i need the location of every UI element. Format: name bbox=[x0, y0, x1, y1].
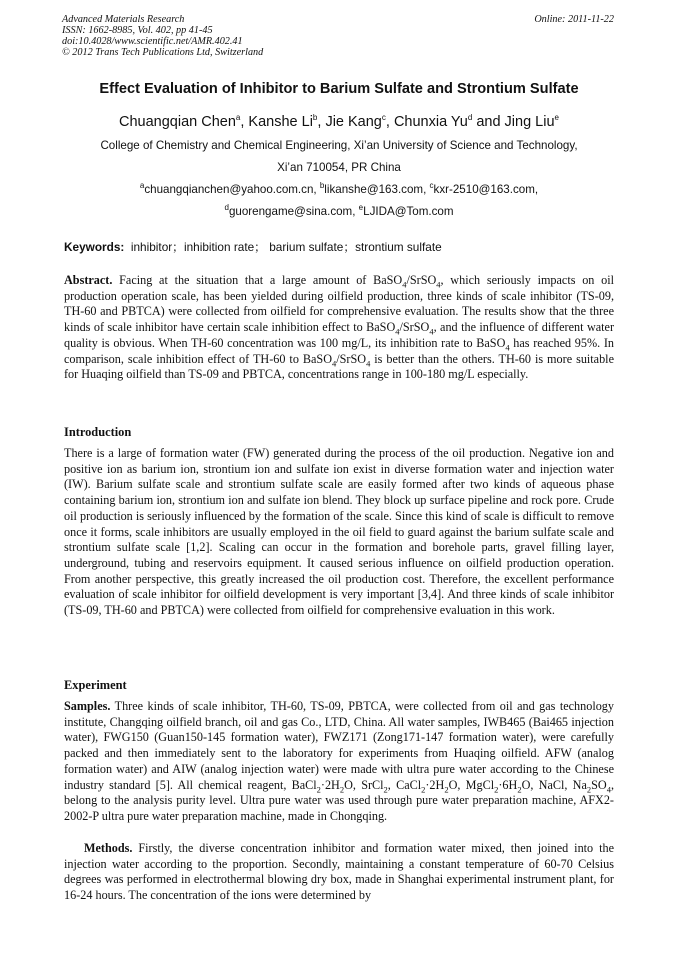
samples-text: ·6H bbox=[498, 777, 518, 792]
samples-text: , CaCl bbox=[387, 777, 422, 792]
email-sup: b bbox=[319, 181, 325, 191]
abstract-text: has reached 95%. In comparison, scale inhibition effect of TH-60 to BaSO bbox=[64, 335, 615, 366]
paper-title: Effect Evaluation of Inhibitor to Barium Sulfate and Strontium Sulfate bbox=[99, 81, 579, 97]
email-line-2 bbox=[40, 205, 638, 218]
email-sup: c bbox=[429, 181, 434, 191]
samples-text: Three kinds of scale inhibitor, TH-60, TS-09, PBTCA, were collected from oil and gas technology institute, Changqing oilfield branch, oil and gas Co., LTD, China. All water samples, IWB465 (Bai465 injection water), FWG150 (Guan150-145 formation water), FWZ171 (Zong171-147 formation water), were carefully packed and then immediately sent to the laboratory for experiments from Huaqing oilfield. AFW (analog formation water) and AIW (analog injection water) were made with ultra pure water according to the Chinese industry standard [5]. All chemical reagent, BaCl bbox=[64, 699, 614, 792]
copyright-line: © 2012 Trans Tech Publications Ltd, Switzerland bbox=[62, 47, 264, 58]
keywords-text: inhibitor；inhibition rate； barium sulfate；strontium sulfate bbox=[130, 240, 442, 254]
author-separator: and bbox=[472, 114, 505, 130]
email-b[interactable]: likanshe@163.com bbox=[324, 183, 424, 196]
methods-paragraph bbox=[64, 841, 614, 904]
email-separator: , bbox=[352, 205, 359, 218]
samples-text: O, SrCl bbox=[344, 777, 384, 792]
abstract bbox=[64, 273, 614, 383]
section-heading-introduction: Introduction bbox=[64, 425, 132, 439]
subscript: 4 bbox=[402, 279, 407, 290]
author-sup: c bbox=[381, 113, 386, 123]
issn-line: ISSN: 1662-8985, Vol. 402, pp 41-45 bbox=[62, 25, 213, 36]
abstract-text: /SrSO bbox=[399, 320, 430, 335]
author-sup: d bbox=[467, 113, 473, 123]
journal-name: Advanced Materials Research bbox=[62, 14, 185, 25]
subscript: 4 bbox=[436, 279, 441, 290]
subscript: 2 bbox=[421, 783, 426, 794]
running-header bbox=[62, 14, 614, 58]
introduction-paragraph: There is a large of formation water (FW) generated during the process of the oil production. Negative ion and positive ion as barium ion, strontium ion and sulfate ion exist in diverse formation water and injection water (IW). Barium sulfate scale and strontium sulfate scale are easily formed after two kinds of aqueous phase containing barium ion, strontium ion and sulfate ion blend. They block up surface pipeline and rock pore. Crude oil production is seriously influenced by the formation of the scale. Since this kind of scale is difficult to remove once it forms, scale inhibitors are usually employed in the oil field to guard against the barium sulfate scale and strontium sulfate scale [1,2]. Scaling can occur in the formation and borehole parts, gravel filling layer, underground, tubing and reservoirs equipment. It caused serious influence on oilfield production operation. From another perspective, this greatly increased the oil production cost. Therefore, the excellent performance evaluation of scale inhibitor for oilfield development is very important [3,4]. And three kinds of scale inhibitor (TS-09, TH-60 and PBTCA) were collected from oilfield for comprehensive evaluation in this work. bbox=[64, 446, 614, 618]
email-sup: a bbox=[139, 181, 145, 191]
section-heading-experiment: Experiment bbox=[64, 678, 127, 692]
subscript: 2 bbox=[339, 783, 345, 794]
author-name: Chunxia Yu bbox=[393, 114, 468, 130]
subscript: 2 bbox=[586, 783, 592, 794]
author-name: Chuangqian Chen bbox=[119, 114, 236, 130]
samples-text: ·2H bbox=[425, 777, 445, 792]
author-name: Jing Liu bbox=[504, 114, 555, 130]
samples-text: O, NaCl, Na bbox=[521, 777, 587, 792]
affiliation-line-1: College of Chemistry and Chemical Engineering, Xi’an University of Science and Technology, bbox=[100, 139, 578, 152]
methods-text: Firstly, the diverse concentration inhibitor and formation water mixed, then joined into the injection water according to the proportion. Secondly, maintaining a constant temperature of 60-70 Celsius degrees was performed in electrothermal blowing dry box, made in Shanghai experimental instrument plant, for 16-24 hours. The concentration of the ions were determined by bbox=[64, 841, 614, 903]
subscript: 4 bbox=[606, 783, 611, 794]
keywords-label: Keywords: bbox=[64, 240, 125, 254]
subscript: 4 bbox=[395, 326, 400, 337]
samples-paragraph bbox=[64, 699, 614, 825]
abstract-text: Facing at the situation that a large amount of BaSO bbox=[112, 273, 403, 287]
subscript: 2 bbox=[316, 783, 321, 794]
author-sup: e bbox=[554, 113, 559, 123]
author-sup: b bbox=[312, 113, 318, 123]
email-sup: d bbox=[224, 203, 229, 213]
email-line-1 bbox=[40, 183, 638, 196]
email-sup: e bbox=[358, 203, 364, 213]
email-d[interactable]: guorengame@sina.com bbox=[228, 205, 353, 218]
author-sup: a bbox=[235, 113, 241, 123]
email-c[interactable]: kxr-2510@163.com bbox=[433, 183, 535, 196]
subscript: 2 bbox=[517, 783, 522, 794]
subscript: 4 bbox=[366, 357, 371, 368]
abstract-label: Abstract. bbox=[64, 273, 113, 287]
abstract-text: /SrSO bbox=[336, 351, 367, 366]
subscript: 4 bbox=[429, 326, 434, 337]
samples-text: , belong to the analysis purity level. Ultra pure water was used through pure water preparation machine, AFX2-2002-P ultra pure water preparation machine, made in Chongqing. bbox=[64, 777, 614, 823]
email-separator: , bbox=[423, 183, 430, 196]
abstract-text: , and the influence of different water quality is obvious. When TH-60 concentration was 100 mg/L, its inhibition rate to BaSO bbox=[64, 320, 615, 350]
author-name: Kanshe Li bbox=[248, 114, 313, 130]
abstract-text: /SrSO bbox=[406, 273, 437, 287]
samples-text: ·2H bbox=[320, 777, 340, 792]
author-list bbox=[40, 114, 638, 130]
subscript: 2 bbox=[444, 783, 449, 794]
samples-text: SO bbox=[591, 777, 607, 792]
abstract-text: is better than the others. TH-60 is more suitable for Huaqing oilfield than TS-09 and PBTCA, concentrations range in 100-180 mg/L especially. bbox=[64, 351, 614, 382]
subscript: 4 bbox=[505, 342, 510, 353]
author-name: Jie Kang bbox=[325, 114, 382, 130]
doi-line: doi:10.4028/www.scientific.net/AMR.402.41 bbox=[62, 36, 243, 47]
samples-text: O, MgCl bbox=[448, 777, 495, 792]
author-separator: , bbox=[240, 114, 249, 130]
author-separator: , bbox=[385, 114, 394, 130]
subscript: 4 bbox=[332, 357, 337, 368]
email-a[interactable]: chuangqianchen@yahoo.com.cn bbox=[144, 183, 314, 196]
keywords bbox=[64, 238, 442, 255]
methods-label: Methods. bbox=[84, 841, 133, 855]
abstract-text: , which seriously impacts on oil production operation scale, has been yielded during oilfield production, three kinds of scale inhibitor (TS-09, TH-60 and PBTCA) were collected from oilfield for comprehensive evaluation. The results show that the three kinds of scale inhibitor have certain scale inhibition effect to BaSO bbox=[64, 273, 614, 335]
email-separator: , bbox=[534, 183, 539, 196]
email-separator: , bbox=[313, 183, 320, 196]
email-e[interactable]: LJIDA@Tom.com bbox=[363, 205, 454, 218]
affiliation-line-2: Xi’an 710054, PR China bbox=[277, 161, 401, 174]
online-date: Online: 2011-11-22 bbox=[534, 14, 614, 25]
subscript: 2 bbox=[383, 783, 388, 794]
samples-label: Samples. bbox=[64, 699, 111, 713]
author-separator: , bbox=[317, 114, 326, 130]
subscript: 2 bbox=[494, 783, 499, 794]
